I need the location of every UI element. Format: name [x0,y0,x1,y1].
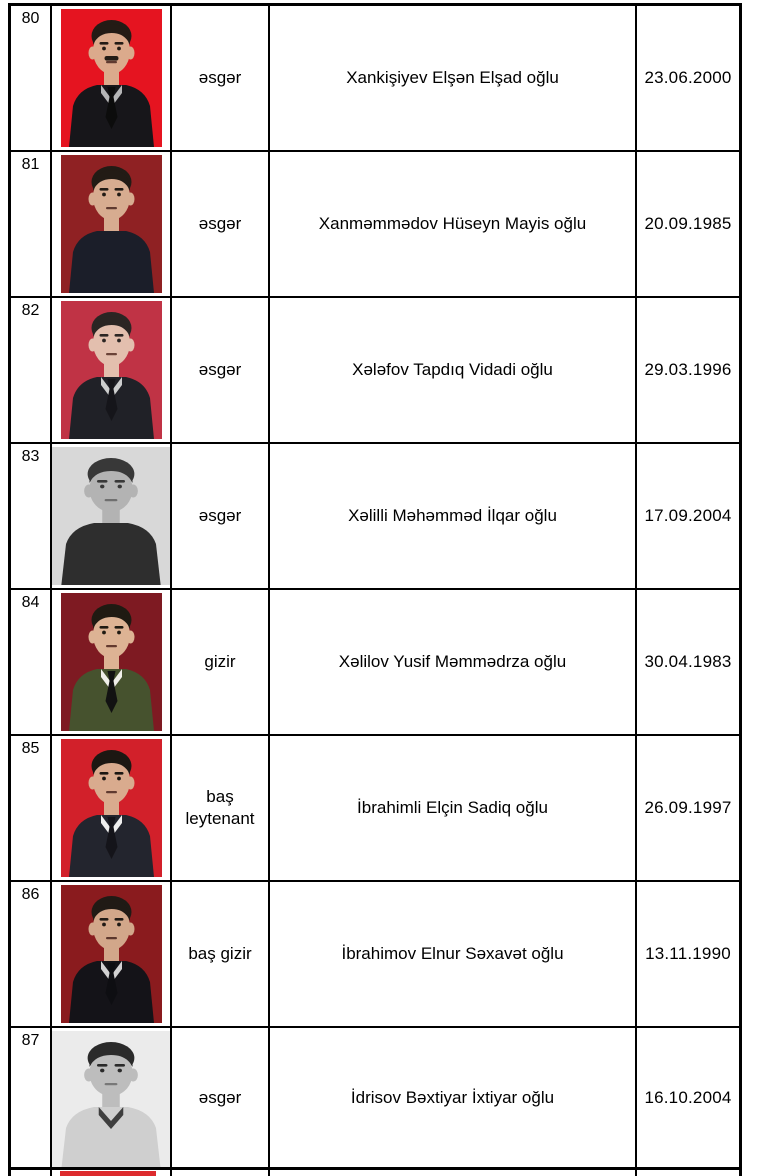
photo-cell [52,590,172,734]
birth-date: 16.10.2004 [644,1087,732,1107]
photo-cell [52,152,172,296]
eye-left [102,777,106,781]
row-number-cell [11,882,52,1026]
mouth [106,645,117,647]
rank-cell [172,298,270,442]
personnel-table [8,3,742,1170]
portrait-photo [61,9,162,147]
photo-cell [52,298,172,442]
row-number: 80 [21,10,40,27]
next-photo-top-edge [60,1171,156,1176]
rank-cell [172,444,270,588]
eyebrow-left [99,626,108,629]
portrait-photo [61,301,162,439]
column-line [268,1170,270,1176]
table-row [11,1028,739,1167]
row-number-cell [11,736,52,880]
birth-date: 13.11.1990 [645,944,731,963]
rank-label: əsgər [198,360,242,379]
eyebrow-left [99,42,108,45]
column-line [635,1170,637,1176]
portrait-photo [52,447,170,585]
rank-label: baş leytenant [185,787,255,828]
table-row [11,298,739,444]
eyebrow-right [114,42,123,45]
name-cell [270,6,637,150]
name-cell [270,1028,637,1167]
column-line [739,1170,742,1176]
row-number: 87 [21,1032,40,1049]
eyebrow-left [99,918,108,921]
mouth [106,207,117,209]
full-name: Xəlilov Yusif Məmmədrza oğlu [338,652,567,671]
row-number: 83 [21,448,40,465]
birth-date-cell [637,6,739,150]
birth-date-cell [637,152,739,296]
next-row-peek [8,1170,742,1176]
table-row [11,736,739,882]
rank-cell [172,152,270,296]
rank-cell [172,1028,270,1167]
eyebrow-left [99,188,108,191]
column-line [50,1170,52,1176]
birth-date-cell [637,444,739,588]
eye-right [117,923,121,927]
eye-right [117,777,121,781]
photo-cell [52,736,172,880]
name-cell [270,590,637,734]
full-name: İdrisov Bəxtiyar İxtiyar oğlu [350,1087,555,1107]
eyebrow-right [114,188,123,191]
eyebrow-left [97,480,108,483]
rank-label: əsgər [198,1087,242,1107]
eye-left [102,339,106,343]
birth-date-cell [637,298,739,442]
table-row [11,6,739,152]
row-number-cell [11,6,52,150]
eyebrow-right [114,772,123,775]
row-number-cell [11,444,52,588]
rank-label: gizir [204,652,236,671]
row-number: 82 [21,302,40,319]
row-number: 84 [21,594,40,611]
rank-label: əsgər [198,68,242,87]
rank-cell [172,590,270,734]
eyebrow-right [114,626,123,629]
row-number: 81 [21,156,40,173]
mouth [105,499,118,501]
table-row [11,152,739,298]
eye-left [102,631,106,635]
portrait-photo [61,739,162,877]
portrait-photo [61,593,162,731]
eyebrow-right [115,1064,126,1067]
eye-left [102,193,106,197]
row-number-cell [11,298,52,442]
name-cell [270,444,637,588]
eye-right [118,485,122,489]
name-cell [270,152,637,296]
birth-date-cell [637,882,739,1026]
photo-cell [52,1028,172,1167]
rank-cell [172,6,270,150]
birth-date-cell [637,590,739,734]
birth-date: 23.06.2000 [644,68,732,87]
portrait-photo [61,885,162,1023]
full-name: Xələfov Tapdıq Vidadi oğlu [352,360,553,379]
table-rows [11,6,739,1167]
eye-right [117,47,121,51]
name-cell [270,882,637,1026]
row-number: 86 [21,886,40,903]
birth-date: 30.04.1983 [644,652,732,671]
eye-right [117,339,121,343]
full-name: İbrahimli Elçin Sadiq oğlu [357,798,548,817]
mouth [106,791,117,793]
eye-left [102,923,106,927]
mouth [105,1083,118,1085]
eye-right [117,193,121,197]
eye-left [100,1069,104,1073]
row-number-cell [11,1028,52,1167]
full-name: Xəlilli Məhəmməd İlqar oğlu [348,506,557,525]
eye-right [117,631,121,635]
eyebrow-right [115,480,126,483]
eyebrow-right [114,334,123,337]
mouth [106,61,117,63]
photo-cell [52,6,172,150]
eye-right [118,1069,122,1073]
birth-date: 17.09.2004 [644,506,732,525]
rank-label: əsgər [198,214,242,233]
portrait-photo [52,1031,170,1167]
row-number-cell [11,152,52,296]
column-line [8,1170,11,1176]
rank-cell [172,882,270,1026]
full-name: Xankişiyev Elşən Elşad oğlu [346,68,559,87]
eye-left [102,47,106,51]
full-name: Xanməmmədov Hüseyn Mayis oğlu [318,214,587,233]
row-number-cell [11,590,52,734]
birth-date: 20.09.1985 [644,214,732,233]
rank-label: əsgər [198,506,242,525]
birth-date: 26.09.1997 [644,798,732,817]
full-name: İbrahimov Elnur Səxavət oğlu [341,944,564,963]
photo-cell [52,444,172,588]
mouth [106,937,117,939]
name-cell [270,736,637,880]
rank-cell [172,736,270,880]
column-line [170,1170,172,1176]
name-cell [270,298,637,442]
eyebrow-left [97,1064,108,1067]
birth-date-cell [637,736,739,880]
eyebrow-left [99,334,108,337]
eyebrow-left [99,772,108,775]
mustache [104,56,118,61]
table-row [11,444,739,590]
birth-date-cell [637,1028,739,1167]
table-row [11,590,739,736]
mouth [106,353,117,355]
table-row [11,882,739,1028]
row-number: 85 [21,740,40,757]
photo-cell [52,882,172,1026]
eyebrow-right [114,918,123,921]
eye-left [100,485,104,489]
portrait-photo [61,155,162,293]
rank-label: baş gizir [188,944,252,963]
birth-date: 29.03.1996 [644,360,732,379]
